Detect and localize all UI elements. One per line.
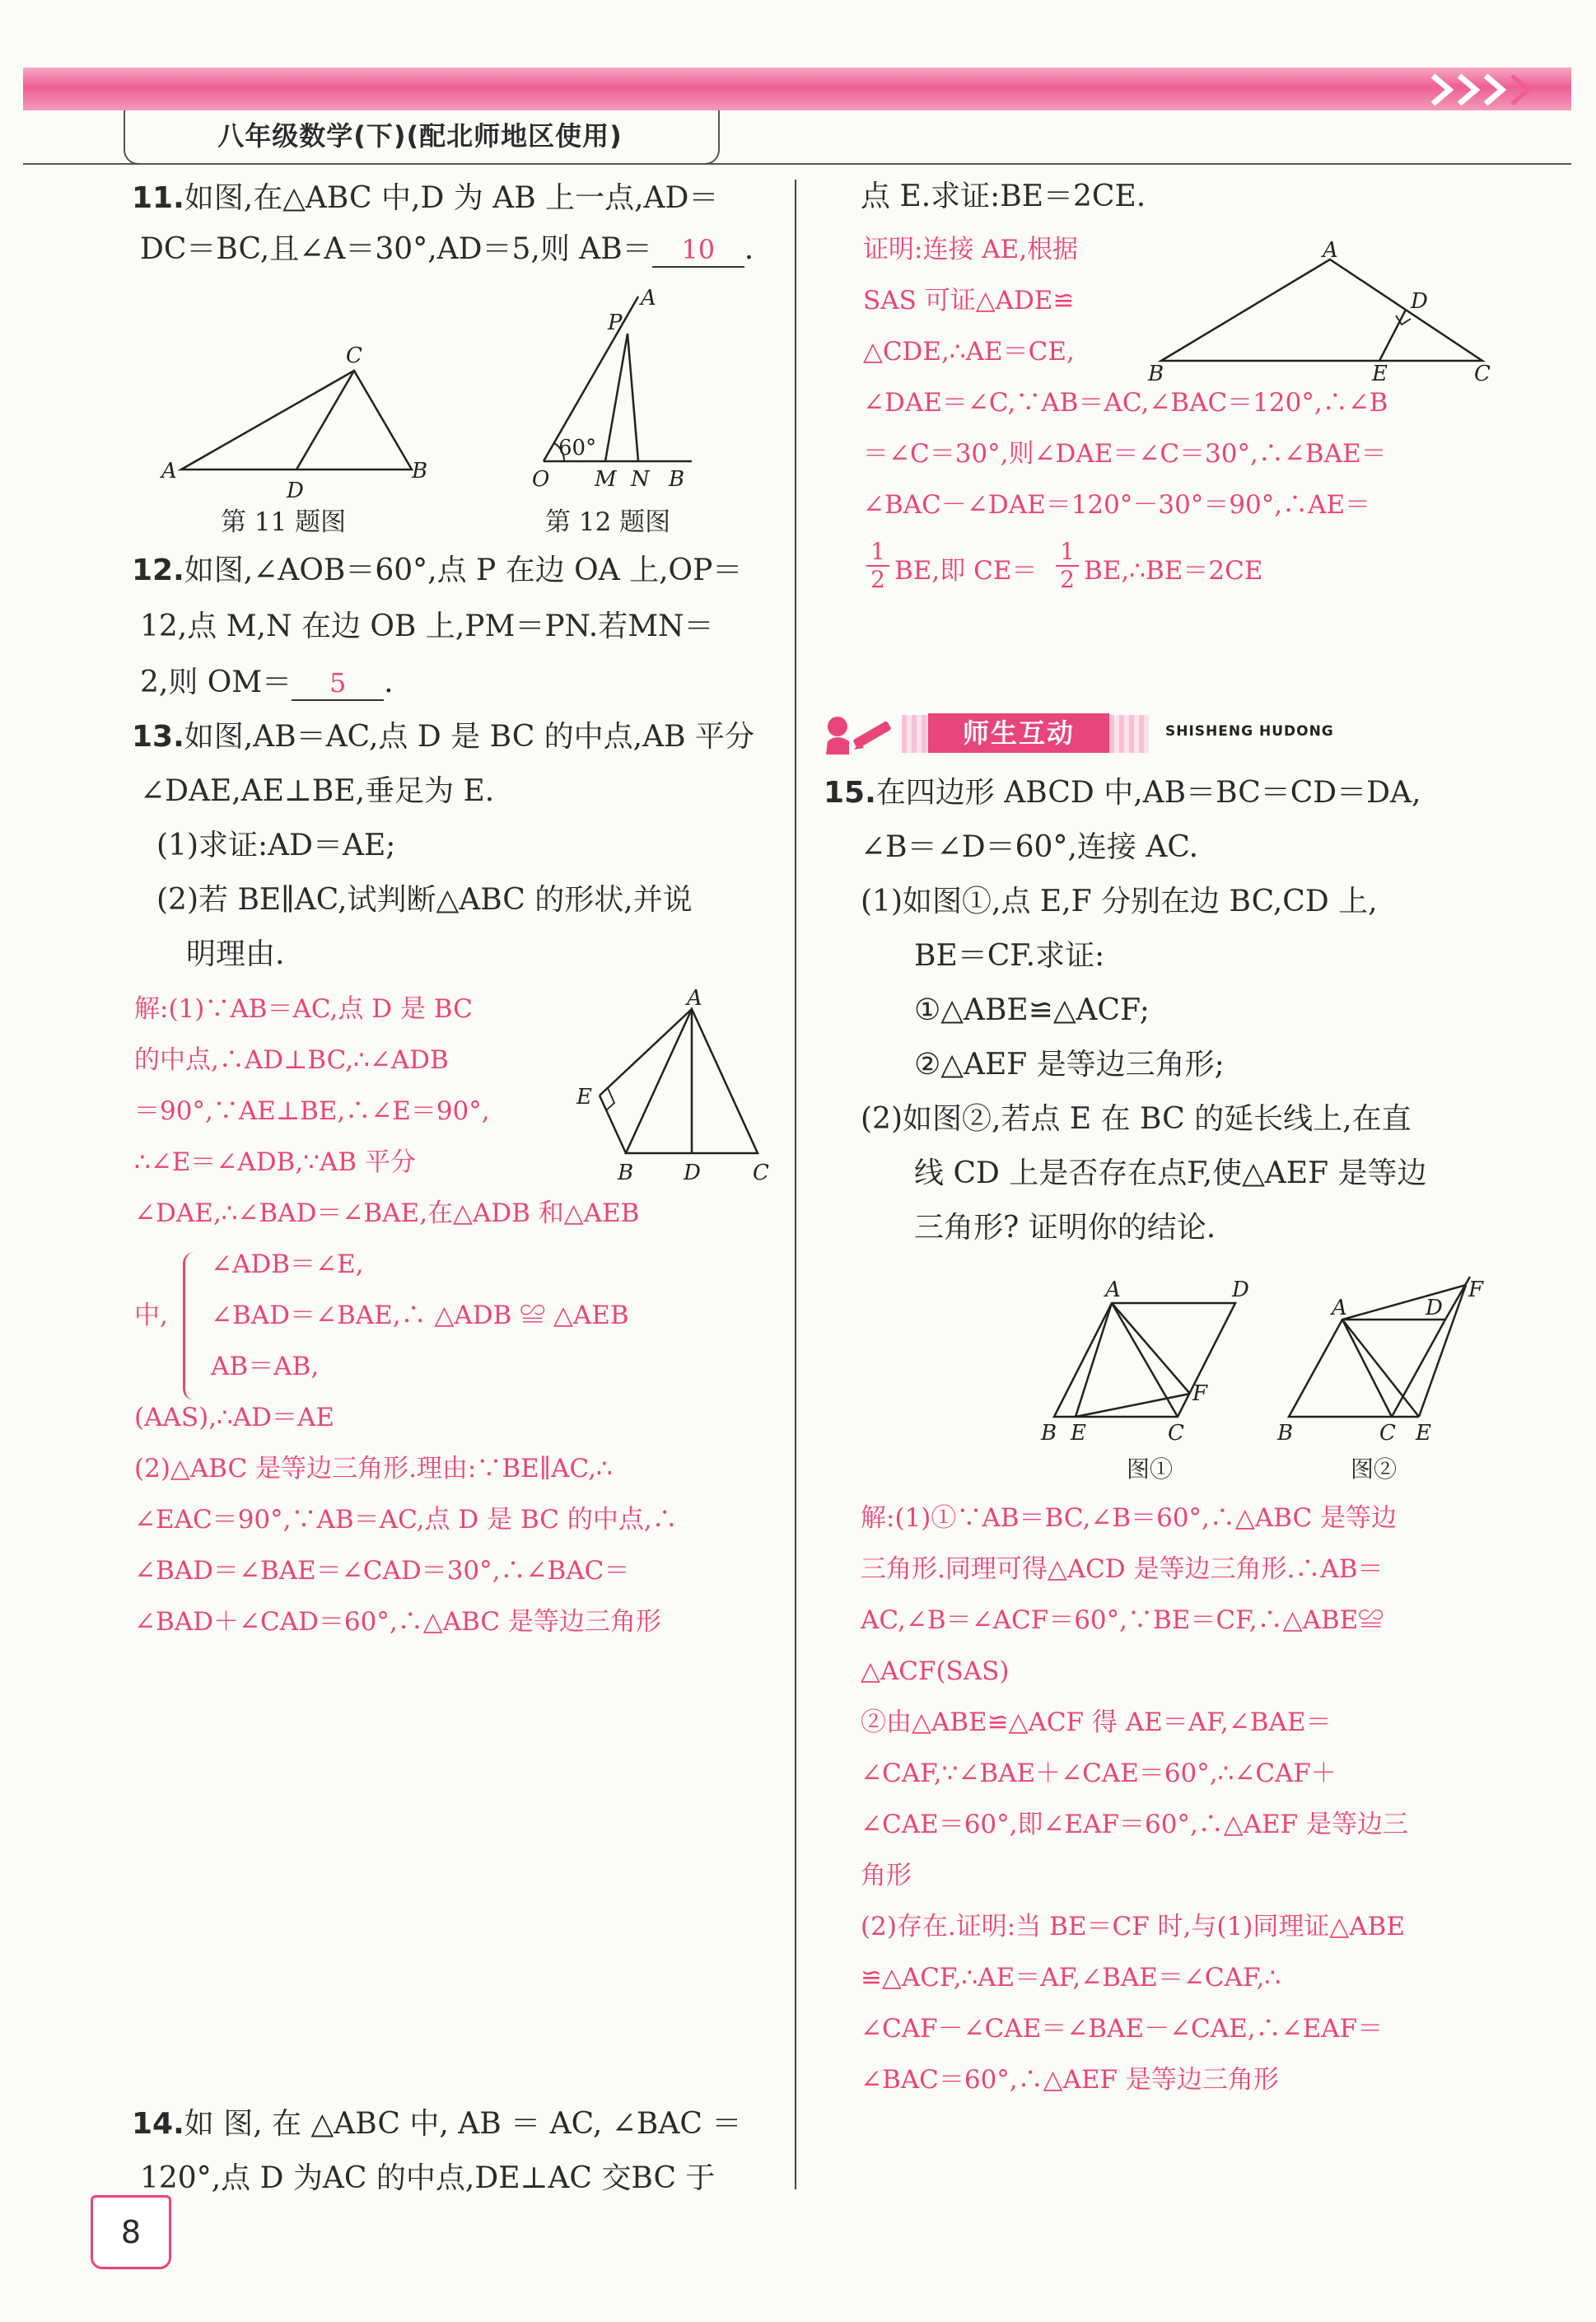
q12-segment-pm bbox=[605, 334, 628, 461]
q13-sol-14: ∠BAD＋∠CAD＝60°,∴△ABC 是等边三角形 bbox=[134, 1607, 661, 1637]
fraction-numerator: 1 bbox=[1060, 538, 1075, 565]
q15-sol-2: 三角形.同理可得△ACD 是等边三角形.∴AB＝ bbox=[861, 1554, 1384, 1584]
fraction-denominator: 2 bbox=[866, 565, 889, 593]
q13-label-b: B bbox=[618, 1161, 634, 1185]
q15f1-segment-ae bbox=[1076, 1303, 1112, 1417]
q13-sol-9: AB＝AB, bbox=[211, 1352, 320, 1381]
q15f2-label-f: F bbox=[1468, 1278, 1484, 1302]
q14-figure bbox=[1136, 238, 1507, 387]
q11-triangle bbox=[181, 371, 412, 470]
q14-sol-4: ∠DAE＝∠C,∵AB＝AC,∠BAC＝120°,∴∠B bbox=[863, 388, 1388, 418]
fraction-denominator: 2 bbox=[1056, 565, 1079, 593]
q14-sol-1: 证明:连接 AE,根据 bbox=[863, 235, 1079, 264]
q14-label-a: A bbox=[1323, 238, 1338, 263]
q14-line1: 14.如 图, 在 △ABC 中, AB ＝ AC, ∠BAC ＝ bbox=[132, 2107, 742, 2141]
fraction-numerator: 1 bbox=[870, 538, 885, 565]
q13-segment-ae bbox=[600, 1009, 692, 1096]
q13-sol-7: ∠ADB＝∠E, bbox=[211, 1250, 364, 1279]
q13-sol-12: ∠EAC＝90°,∵AB＝AC,点 D 是 BC 的中点,∴ bbox=[134, 1505, 678, 1535]
q15-sol-1: 解:(1)①∵AB＝BC,∠B＝60°,∴△ABC 是等边 bbox=[861, 1503, 1398, 1533]
q12-label-p: P bbox=[608, 311, 623, 335]
q14-sol-3: △CDE,∴AE＝CE, bbox=[863, 337, 1075, 367]
q15f2-segment-ac bbox=[1342, 1320, 1392, 1417]
q14-line3: 点 E.求证:BE＝2CE. bbox=[861, 180, 1146, 213]
q15-part2: (2)如图②,若点 E 在 BC 的延长线上,在直 bbox=[861, 1102, 1412, 1136]
q11-segment-cd bbox=[296, 371, 354, 470]
q11-line2: DC＝BC,且∠A＝30°,AD＝5,则 AB＝ 10 . bbox=[140, 232, 754, 266]
q15-part2-cont2: 三角形? 证明你的结论. bbox=[914, 1211, 1216, 1245]
q12-figure bbox=[527, 288, 725, 494]
q11-line1: 11.如图,在△ABC 中,D 为 AB 上一点,AD＝ bbox=[132, 181, 719, 215]
q15-part1-ii: ②△AEF 是等边三角形; bbox=[914, 1048, 1225, 1082]
q11-label-d: D bbox=[287, 479, 304, 503]
q13-line1: 13.如图,AB＝AC,点 D 是 BC 的中点,AB 平分 bbox=[132, 720, 755, 754]
q12-label-a: A bbox=[641, 286, 656, 311]
q15f1-label-d: D bbox=[1232, 1278, 1249, 1302]
q15-sol-10: ≌△ACF,∴AE＝AF,∠BAE＝∠CAF,∴ bbox=[861, 1963, 1281, 1993]
q13-sol-11: (2)△ABC 是等边三角形.理由:∵BE∥AC,∴ bbox=[134, 1454, 613, 1483]
chevron-right-icon bbox=[1416, 69, 1548, 110]
q12-label-o: O bbox=[532, 467, 550, 492]
q15-part2-cont: 线 CD 上是否存在点F,使△AEF 是等边 bbox=[914, 1156, 1427, 1190]
q11-answer: 10 bbox=[652, 233, 744, 268]
q11-label-b: B bbox=[412, 459, 428, 484]
q15f2-label-c: C bbox=[1379, 1421, 1396, 1446]
section-subtitle: SHISHENG HUDONG bbox=[1165, 723, 1334, 740]
q15f1-segment-af bbox=[1112, 1303, 1190, 1394]
q13-label-a: A bbox=[687, 986, 702, 1011]
q12-label-b: B bbox=[669, 467, 685, 492]
q14-sol-5: ＝∠C＝30°,则∠DAE＝∠C＝30°,∴∠BAE＝ bbox=[863, 439, 1387, 469]
q13-sol-6: 中, bbox=[134, 1301, 168, 1330]
q12-caption: 第 12 题图 bbox=[545, 507, 671, 537]
q13-sol-3: ＝90°,∵AE⊥BE,∴∠E＝90°, bbox=[134, 1096, 490, 1126]
q14-label-b: B bbox=[1148, 362, 1164, 386]
q11-label-a: A bbox=[161, 459, 177, 484]
q14-line2: 120°,点 D 为AC 的中点,DE⊥AC 交BC 于 bbox=[140, 2161, 716, 2195]
column-divider bbox=[795, 180, 796, 2189]
header-band bbox=[23, 68, 1571, 110]
q12-answer: 5 bbox=[292, 666, 384, 701]
book-title: 八年级数学(下)(配北师地区使用) bbox=[217, 120, 623, 152]
q15f1-label-c: C bbox=[1168, 1421, 1184, 1446]
q14-sol-6: ∠BAC－∠DAE＝120°－30°＝90°,∴AE＝ bbox=[863, 490, 1371, 520]
q15f2-label-b: B bbox=[1277, 1421, 1294, 1446]
q14-sol-7: BE,即 CE＝ bbox=[894, 556, 1038, 586]
q15f2-label-d: D bbox=[1426, 1296, 1443, 1320]
q13-part2-cont: 明理由. bbox=[186, 937, 285, 971]
q14-sol-8: BE,∴BE＝2CE bbox=[1084, 556, 1263, 586]
q15-line2: ∠B＝∠D＝60°,连接 AC. bbox=[861, 830, 1199, 864]
q12-angle-label: 60° bbox=[558, 436, 597, 460]
q13-sol-2: 的中点,∴AD⊥BC,∴∠ADB bbox=[134, 1045, 449, 1075]
q15-sol-8: 角形 bbox=[861, 1861, 912, 1890]
q13-sol-10: (AAS),∴AD＝AE bbox=[134, 1403, 335, 1432]
q12-line2: 12,点 M,N 在边 OB 上,PM＝PN.若MN＝ bbox=[140, 610, 714, 643]
q14-sol-2: SAS 可证△ADE≌ bbox=[863, 286, 1075, 315]
q13-sol-4: ∴∠E＝∠ADB,∵AB 平分 bbox=[134, 1147, 416, 1177]
q15-part1-i: ①△ABE≌△ACF; bbox=[914, 993, 1150, 1027]
q15-caption-1: 图① bbox=[1127, 1455, 1174, 1483]
q15-line1: 15.在四边形 ABCD 中,AB＝BC＝CD＝DA, bbox=[824, 776, 1421, 810]
page-number: 8 bbox=[91, 2195, 171, 2269]
q13-brace bbox=[183, 1252, 197, 1400]
section-banner bbox=[819, 708, 1346, 758]
q13-sol-1: 解:(1)∵AB＝AC,点 D 是 BC bbox=[134, 994, 473, 1024]
q15-sol-9: (2)存在.证明:当 BE＝CF 时,与(1)同理证△ABE bbox=[861, 1912, 1405, 1941]
q15f2-extension-cd bbox=[1445, 1277, 1470, 1320]
q11-figure bbox=[156, 343, 436, 503]
q15f2-label-a: A bbox=[1332, 1296, 1347, 1320]
q15f1-segment-ac bbox=[1112, 1303, 1178, 1417]
q15-figure-1 bbox=[1029, 1277, 1260, 1450]
q13-sol-8: ∠BAD＝∠BAE,∴ △ADB ≌ △AEB bbox=[211, 1301, 629, 1330]
q15-figure-2 bbox=[1272, 1277, 1511, 1450]
q14-triangle bbox=[1161, 259, 1482, 361]
q12-line3: 2,则 OM＝ 5 . bbox=[140, 666, 394, 699]
q12-label-n: N bbox=[631, 467, 650, 492]
q13-right-angle bbox=[606, 1088, 614, 1110]
section-title: 师生互动 bbox=[928, 713, 1109, 753]
q15-sol-5: ②由△ABE≌△ACF 得 AE＝AF,∠BAE＝ bbox=[861, 1708, 1332, 1737]
q13-line2: ∠DAE,AE⊥BE,垂足为 E. bbox=[140, 774, 495, 808]
q13-part2: (2)若 BE∥AC,试判断△ABC 的形状,并说 bbox=[156, 883, 693, 917]
q11-caption: 第 11 题图 bbox=[221, 507, 347, 537]
q15-part1-cont: BE＝CF.求证: bbox=[914, 939, 1105, 973]
q15-sol-4: △ACF(SAS) bbox=[861, 1656, 1010, 1686]
q13-figure bbox=[568, 986, 782, 1185]
q13-label-d: D bbox=[684, 1161, 701, 1185]
q12-label-m: M bbox=[595, 467, 617, 492]
q15f2-segment-ae bbox=[1342, 1320, 1419, 1417]
q15-sol-12: ∠BAC＝60°,∴△AEF 是等边三角形 bbox=[861, 2065, 1279, 2095]
q15f1-label-b: B bbox=[1041, 1421, 1057, 1446]
q15f1-label-a: A bbox=[1105, 1278, 1121, 1302]
q15-sol-7: ∠CAE＝60°,即∠EAF＝60°,∴△AEF 是等边三 bbox=[861, 1810, 1409, 1839]
q13-sol-5: ∠DAE,∴∠BAD＝∠BAE,在△ADB 和△AEB bbox=[134, 1198, 640, 1228]
q14-label-d: D bbox=[1411, 289, 1428, 314]
q13-sol-13: ∠BAD＝∠BAE＝∠CAD＝30°,∴∠BAC＝ bbox=[134, 1556, 630, 1586]
pencil-icon bbox=[819, 708, 902, 758]
q13-label-c: C bbox=[753, 1161, 769, 1185]
q11-label-c: C bbox=[346, 343, 362, 368]
q15f1-label-e: E bbox=[1071, 1421, 1086, 1446]
q14-segment-de bbox=[1379, 310, 1406, 361]
q15-caption-2: 图② bbox=[1351, 1455, 1398, 1483]
q15-sol-3: AC,∠B＝∠ACF＝60°,∵BE＝CF,∴△ABE≌ bbox=[861, 1605, 1384, 1635]
q14-fraction-1 bbox=[866, 539, 889, 593]
q15f1-segment-ef bbox=[1076, 1394, 1190, 1417]
q12-segment-pn bbox=[628, 334, 638, 461]
q14-fraction-2 bbox=[1056, 539, 1079, 593]
q13-label-e: E bbox=[576, 1085, 592, 1110]
q14-label-c: C bbox=[1474, 362, 1491, 386]
q12-line1: 12.如图,∠AOB＝60°,点 P 在边 OA 上,OP＝ bbox=[132, 554, 743, 587]
q15-sol-6: ∠CAF,∵∠BAE＋∠CAE＝60°,∴∠CAF＋ bbox=[861, 1759, 1337, 1788]
q15f2-label-e: E bbox=[1416, 1421, 1431, 1446]
q15f1-label-f: F bbox=[1192, 1381, 1208, 1406]
q14-label-e: E bbox=[1372, 362, 1388, 386]
q13-part1: (1)求证:AD＝AE; bbox=[156, 829, 396, 862]
q15-sol-11: ∠CAF－∠CAE＝∠BAE－∠CAE,∴∠EAF＝ bbox=[861, 2014, 1384, 2044]
q15-part1: (1)如图①,点 E,F 分别在边 BC,CD 上, bbox=[861, 885, 1378, 918]
